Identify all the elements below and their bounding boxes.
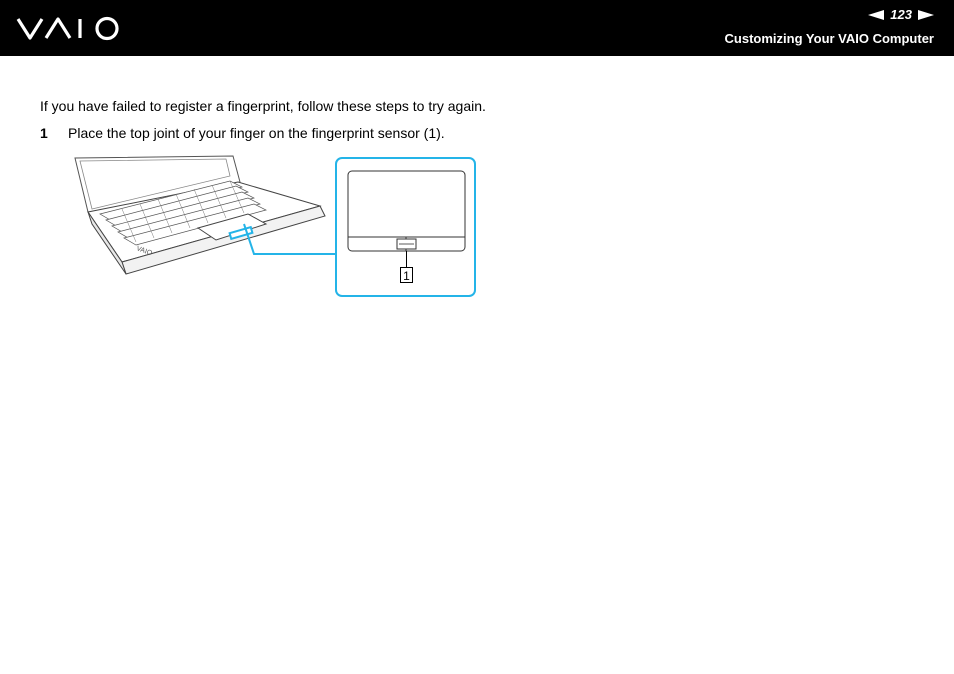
vaio-logo (16, 14, 126, 47)
next-page-arrow-icon[interactable] (918, 10, 934, 20)
section-title: Customizing Your VAIO Computer (724, 31, 934, 46)
step-text: Place the top joint of your finger on the fingerprint sensor (1). (68, 125, 445, 141)
page-navigation (868, 7, 934, 22)
step-item (40, 125, 445, 141)
callout-number-label: 1 (400, 267, 413, 283)
svg-text:VAIO: VAIO (135, 245, 153, 258)
intro-paragraph: If you have failed to register a fingerprint, follow these steps to try again. (40, 98, 486, 114)
page-number: 123 (890, 7, 912, 22)
callout-leader-line (240, 220, 340, 260)
page-header (0, 0, 954, 56)
previous-page-arrow-icon[interactable] (868, 10, 884, 20)
step-number: 1 (40, 125, 48, 141)
